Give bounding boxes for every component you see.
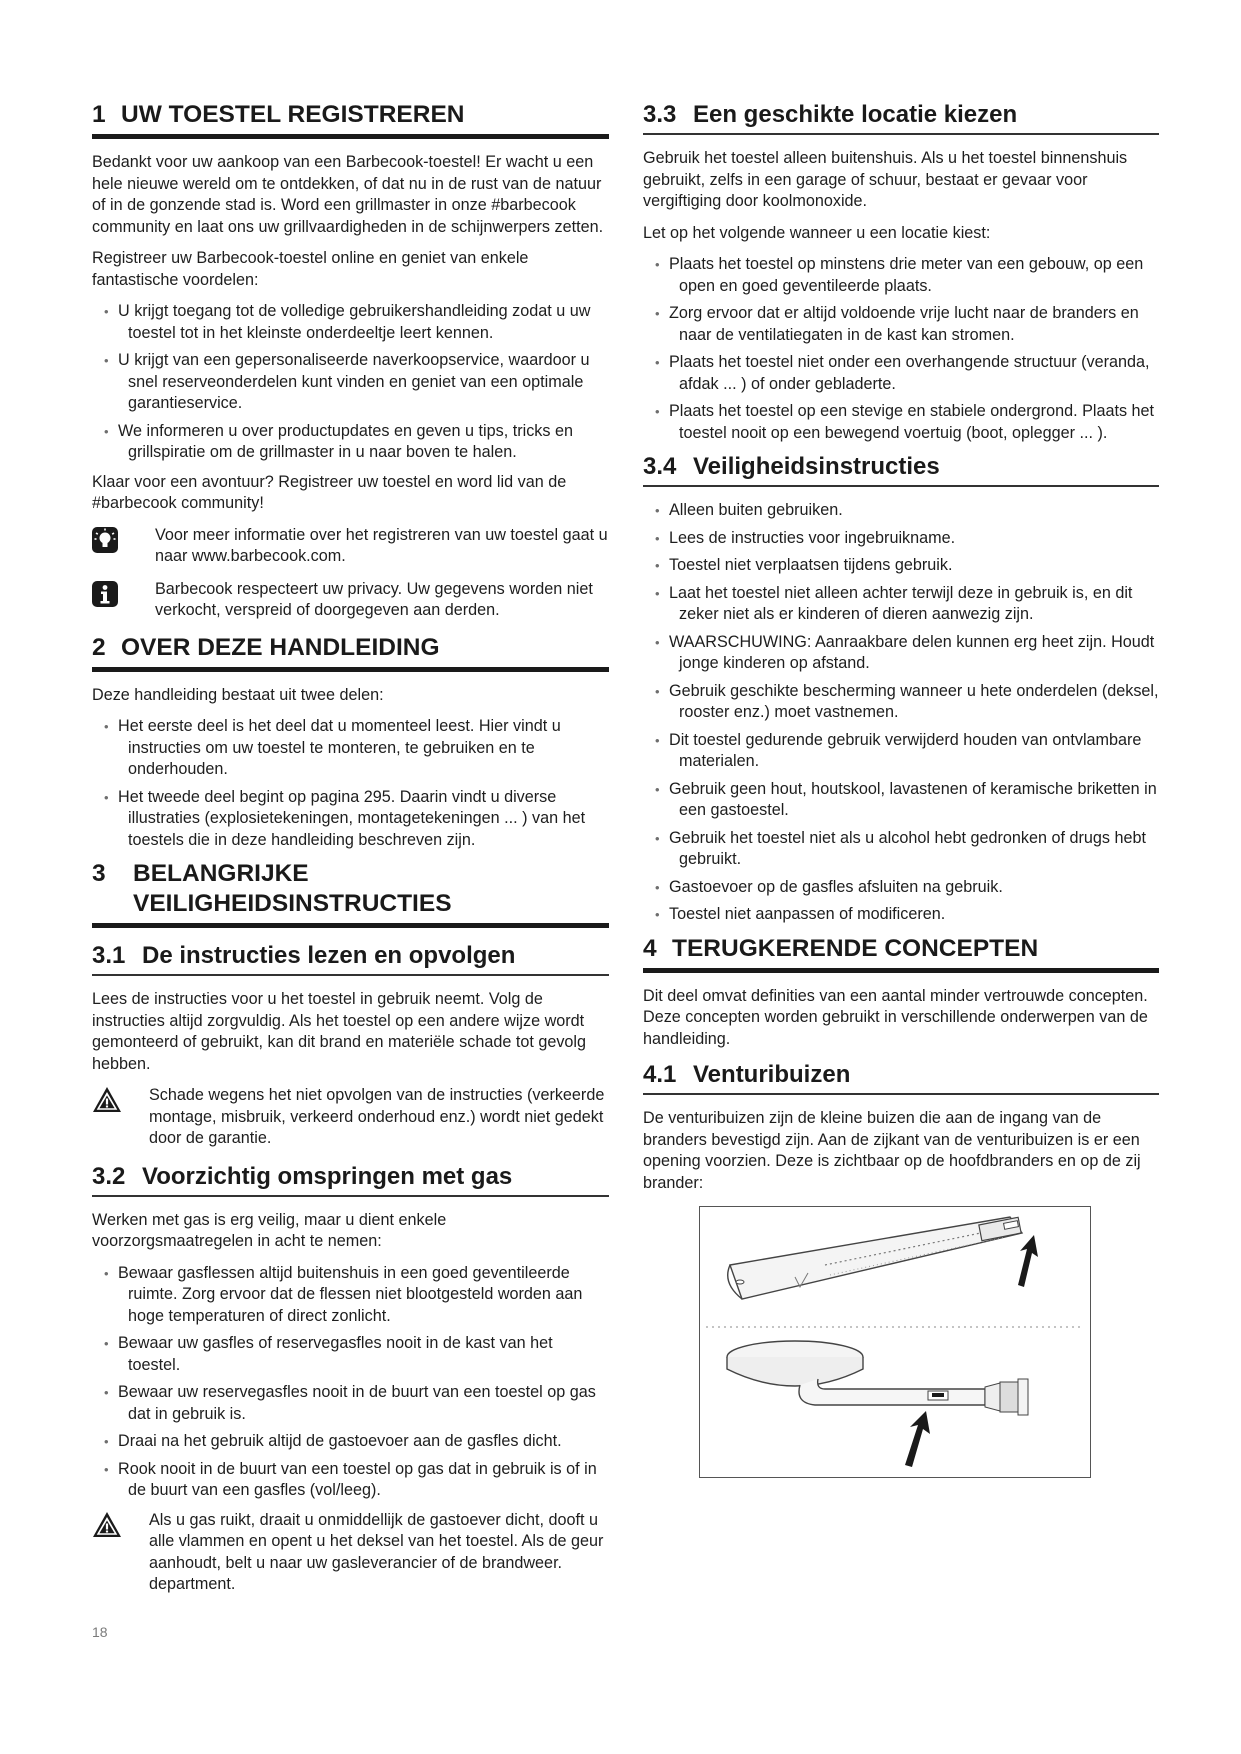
section-3-3-paragraph: Gebruik het toestel alleen buitenshuis. Als u het toestel binnenshuis gebruikt, zelfs in een garage of schuur, bestaat er gevaar voor vergiftiging door koolmonoxide. (643, 149, 1128, 210)
section-3-2-paragraph: Werken met gas is erg veilig, maar u dient enkele voorzorgsmaatregelen in acht te nemen: (92, 1210, 447, 1250)
list-item: • Gastoevoer op de gasfles afsluiten na gebruik. (655, 877, 1003, 896)
section-3-4-list (643, 500, 1159, 926)
section-3-1-paragraph: Lees de instructies voor u het toestel in gebruik neemt. Volg de instructies altijd zorgvuldig. Als het toestel op een andere wijze wordt gemonteerd of gebruikt, kan dit brand en materiële schade tot gevolg hebben. (92, 990, 587, 1073)
section-3-3-list (643, 254, 1159, 444)
section-4-1-paragraph: De venturibuizen zijn de kleine buizen die aan de ingang van de branders bevestigd zijn. Aan de zijkant van de venturibuizen is er een opening voorzien. Deze is zichtbaar op de hoofdbranders en op de zij brander: (643, 1109, 1141, 1192)
warning-note (92, 1510, 609, 1596)
list-item: • Toestel niet aanpassen of modificeren. (655, 905, 946, 923)
section-4-paragraph: Dit deel omvat definities van een aantal minder vertrouwde concepten. Deze concepten worden gebruikt in verschillende onderwerpen van de handleiding. (643, 986, 1148, 1048)
section-3-3-heading: 3.3 Een geschikte locatie kiezen (643, 100, 1159, 135)
section-2-list (92, 716, 609, 851)
section-3-2-heading: 3.2 Voorzichtig omspringen met gas (92, 1162, 609, 1197)
info-note (92, 579, 609, 622)
list-item: • Zorg ervoor dat er altijd voldoende vrije lucht naar de branders en naar de ventilatiegaten in de kast kan stromen. (655, 304, 1139, 344)
info-icon (92, 581, 118, 607)
section-3-heading: 3 BELANGRIJKE VEILIGHEIDSINSTRUCTIES (92, 859, 609, 928)
list-item: • Plaats het toestel op een stevige en stabiele ondergrond. Plaats het toestel nooit op een bewegend voertuig (boot, oplegger ... ). (655, 402, 1155, 442)
list-item: • Plaats het toestel op minstens drie meter van een gebouw, op een open en goed geventileerde plaats. (655, 255, 1144, 295)
section-3-3-paragraph: Let op het volgende wanneer u een locatie kiest: (643, 223, 991, 242)
venturi-tube-drawing (700, 1207, 1090, 1477)
list-item: • Dit toestel gedurende gebruik verwijderd houden van ontvlambare materialen. (655, 730, 1142, 770)
list-item: • Gebruik het toestel niet als u alcohol hebt gedronken of drugs hebt gebruikt. (655, 828, 1146, 868)
list-item: • Draai na het gebruik altijd de gastoevoer aan de gasfles dicht. (104, 1432, 562, 1450)
list-item: • Het eerste deel is het deel dat u momenteel leest. Hier vindt u instructies om uw toestel te monteren, te gebruiken en te onderhouden. (104, 717, 561, 778)
section-3-4-heading: 3.4 Veiligheidsinstructies (643, 452, 1159, 487)
warning-icon (92, 1086, 122, 1113)
list-item: • Plaats het toestel niet onder een overhangende structuur (veranda, afdak ... ) of onder gebladerte. (655, 353, 1150, 393)
info-text: Barbecook respecteert uw privacy. Uw gegevens worden niet verkocht, verspreid of doorgegeven aan derden. (155, 579, 593, 619)
page-number: 18 (92, 1624, 108, 1640)
tip-note (92, 525, 609, 568)
list-item: • We informeren u over productupdates en geven u tips, tricks en grillspiratie om de grillmaster in u naar boven te halen. (104, 421, 573, 461)
list-item: • U krijgt van een gepersonaliseerde naverkoopservice, waardoor u snel reserveonderdelen kunt vinden en geniet van een optimale garantieservice. (104, 351, 590, 412)
list-item: • Gebruik geschikte bescherming wanneer u hete onderdelen (deksel, rooster enz.) moet vastnemen. (655, 681, 1159, 721)
section-3-2-list (92, 1263, 609, 1502)
list-item: • Rook nooit in de buurt van een toestel op gas dat in gebruik is of in de buurt van een gasfles (vol/leeg). (104, 1459, 597, 1499)
list-item: • Bewaar uw reservegasfles nooit in de buurt van een toestel op gas dat in gebruik is. (104, 1383, 596, 1423)
list-item: • Toestel niet verplaatsen tijdens gebruik. (655, 556, 953, 574)
venturi-tube-illustration (699, 1206, 1091, 1478)
section-1-heading: 1 UW TOESTEL REGISTREREN (92, 100, 609, 139)
lightbulb-icon (92, 527, 118, 553)
list-item: • Bewaar uw gasfles of reservegasfles nooit in de kast van het toestel. (104, 1334, 553, 1374)
right-column (643, 100, 1159, 1478)
list-item: • U krijgt toegang tot de volledige gebruikershandleiding zodat u uw toestel tot in het kleinste onderdeeltje leert kennen. (104, 302, 591, 342)
warning-text: Schade wegens het niet opvolgen van de instructies (verkeerde montage, misbruik, verkeerd onderhoud enz.) wordt niet gedekt door de garantie. (149, 1086, 605, 1147)
list-item: • Lees de instructies voor ingebruikname. (655, 528, 956, 547)
list-item: • Laat het toestel niet alleen achter terwijl deze in gebruik is, en dit zeker niet als er kinderen of dieren aanwezig zijn. (655, 583, 1133, 623)
warning-text: Als u gas ruikt, draait u onmiddellijk de gastoever dicht, dooft u alle vlammen en opent u het deksel van het toestel. Als de geur aanhoudt, belt u naar uw gasleverancier of de brandweer. department. (149, 1510, 604, 1593)
left-column (92, 100, 609, 1608)
section-1-list (92, 301, 609, 464)
list-item: • WAARSCHUWING: Aanraakbare delen kunnen erg heet zijn. Houdt jonge kinderen op afstand. (655, 632, 1155, 672)
section-2-paragraph: Deze handleiding bestaat uit twee delen: (92, 685, 384, 704)
warning-icon (92, 1511, 122, 1538)
warning-note (92, 1085, 609, 1150)
list-item: • Het tweede deel begint op pagina 295. Daarin vindt u diverse illustraties (explosietekeningen, montagetekeningen ... ) van het toestels die in deze handleiding beschreven zijn. (104, 787, 586, 849)
tip-text: Voor meer informatie over het registreren van uw toestel gaat u naar www.barbecook.com. (155, 525, 608, 565)
section-4-heading: 4 TERUGKERENDE CONCEPTEN (643, 934, 1159, 973)
list-item: • Alleen buiten gebruiken. (655, 501, 843, 519)
section-2-heading: 2 OVER DEZE HANDLEIDING (92, 633, 609, 672)
list-item: • Gebruik geen hout, houtskool, lavastenen of keramische briketten in een gastoestel. (655, 779, 1157, 819)
section-4-1-heading: 4.1 Venturibuizen (643, 1060, 1159, 1095)
section-3-1-heading: 3.1 De instructies lezen en opvolgen (92, 941, 609, 976)
section-1-paragraph: Bedankt voor uw aankoop van een Barbecook-toestel! Er wacht u een hele nieuwe wereld om te ontdekken, of dat nu in de rust van de natuur of in de gonzende stad is. Word een grillmaster in onze #barbecook community en laat ons uw grillvaardigheden in de schijnwerpers zetten. (92, 153, 604, 236)
section-1-paragraph: Klaar voor een avontuur? Registreer uw toestel en word lid van de #barbecook community! (92, 472, 567, 512)
section-1-paragraph: Registreer uw Barbecook-toestel online en geniet van enkele fantastische voordelen: (92, 249, 529, 289)
list-item: • Bewaar gasflessen altijd buitenshuis in een goed geventileerde ruimte. Zorg ervoor dat de flessen niet blootgesteld worden aan hoge temperaturen of direct zonlicht. (104, 1263, 583, 1325)
